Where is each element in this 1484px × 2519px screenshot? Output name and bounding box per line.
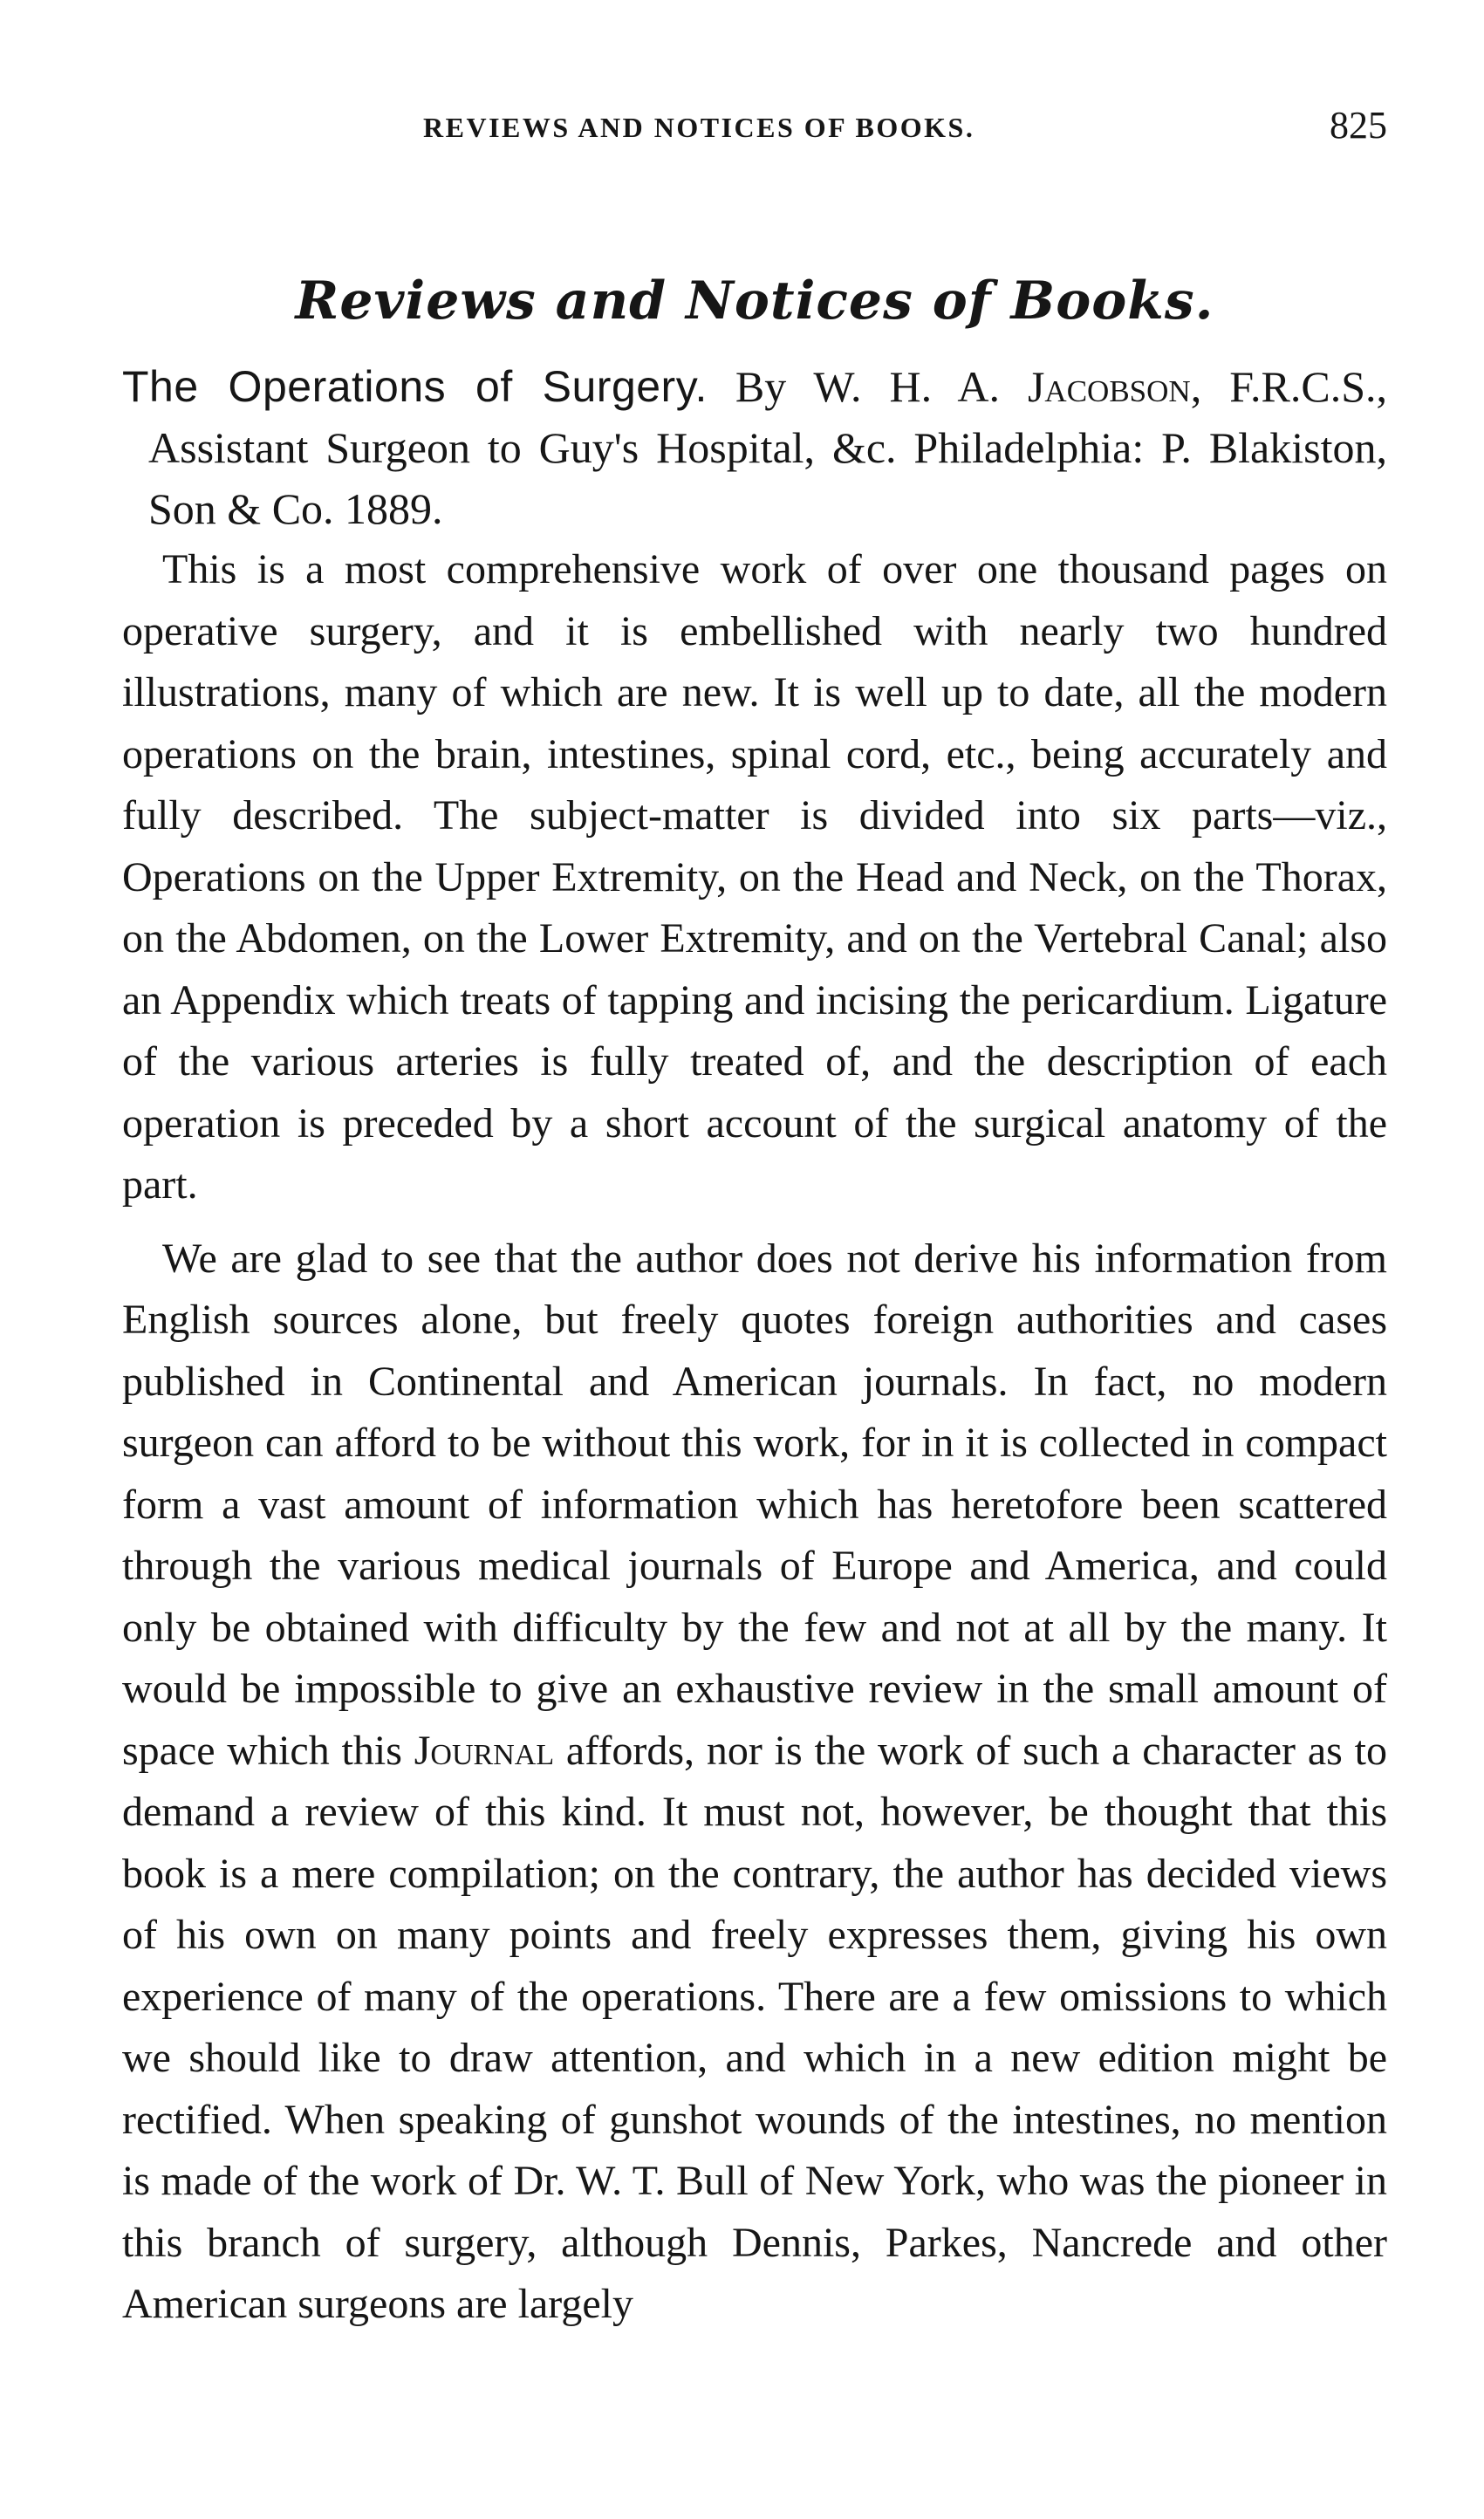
running-head (122, 96, 1387, 166)
book-citation (122, 356, 1387, 539)
section-title: Reviews and Notices of Books. (295, 270, 1214, 332)
page-number: 825 (1330, 104, 1387, 147)
book-title: The Operations of Surgery. (122, 362, 708, 411)
running-title: REVIEWS AND NOTICES OF BOOKS. (423, 112, 975, 143)
paragraph-2-text-before: We are glad to see that the author does not derive his information from English sources alone, but freely quotes foreign authorities and cases published in Continental and American journals. In fact, no modern surgeon can afford to be without this work, for in it is collected in compact form a vast amount of information which has heretofore been scattered through the various medical journals of Europe and America, and could only be obtained with difficulty by the few and not at all by the many. It would be impossible to give an exhaustive review in the small amount of space which this (122, 1235, 1387, 1774)
review-paragraph-1: This is a most comprehensive work of over one thousand pages on operative surgery, and it is embellished with nearly two hundred illustrations, many of which are new. It is well up to date, all the modern operations on the brain, intestines, spinal cord, etc., being accurately and fully described. The subject-matter is divided into six parts—viz., Operations on the Upper Extremity, on the Head and Neck, on the Thorax, on the Abdomen, on the Lower Extremity, and on the Vertebral Canal; also an Appendix which treats of tapping and incising the pericardium. Ligature of the various arteries is fully treated of, and the description of each operation is preceded by a short account of the surgical anatomy of the part. (122, 546, 1387, 1208)
book-details: , F.R.C.S., Assistant Surgeon to Guy's Hospital, &c. Philadelphia: P. Blakiston, Son & Co. 1889. (148, 362, 1388, 533)
book-by-line: By W. H. A. (707, 362, 1028, 411)
review-paragraph-2 (122, 1229, 1387, 2336)
paragraph-2-text-after: affords, nor is the work of such a character as to demand a review of this kind. It must not, however, be thought that this book is a mere compilation; on the contrary, the author has decided views of his own on many points and freely expresses them, giving his own experience of many of the operations. There are a few omissions to which we should like to draw attention, and which in a new edition might be rectified. When speaking of gunshot wounds of the intestines, no mention is made of the work of Dr. W. T. Bull of New York, who was the pioneer in this branch of surgery, although Dennis, Parkes, Nancrede and other American surgeons are largely (122, 1727, 1388, 2327)
journal-name: Journal (414, 1727, 555, 1774)
author-surname: Jacobson (1027, 362, 1191, 411)
document-page (122, 96, 1387, 2336)
